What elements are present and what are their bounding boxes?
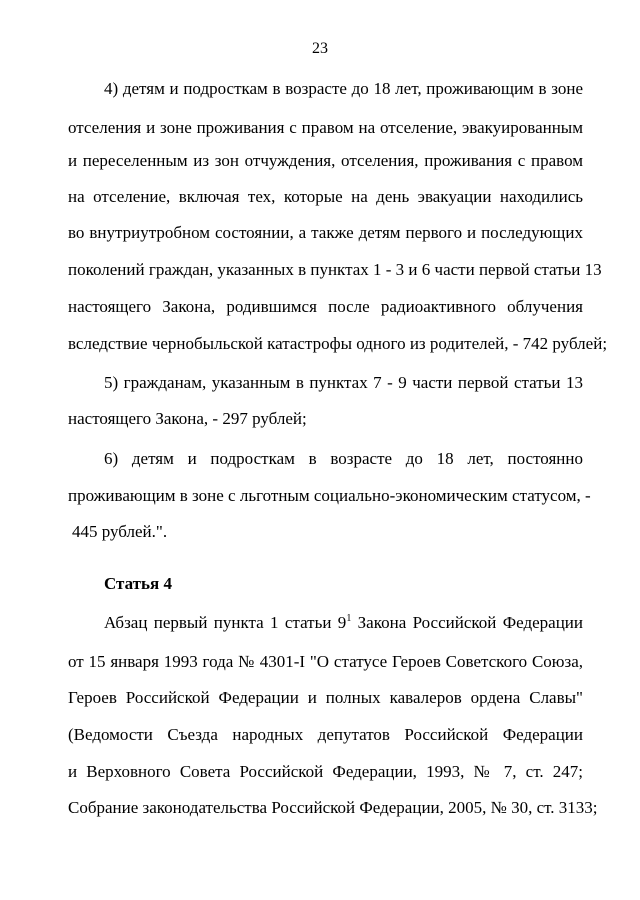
paragraph-4-line-1: 4) детям и подросткам в возрасте до 18 лет, проживающим в зоне [104,79,583,98]
paragraph-4-line-6: поколений граждан, указанных в пунктах 1 - 3 и 6 части первой статьи 13 [68,260,602,279]
paragraph-4-line-3: и переселенным из зон отчуждения, отселения, проживания с правом [68,151,583,170]
paragraph-5-line-1: 5) гражданам, указанным в пунктах 7 - 9 части первой статьи 13 [104,373,583,392]
article-line-1-end: Закона Российской Федерации [351,613,584,632]
article-line-5: и Верховного Совета Российской Федерации, 1993, № 7, ст. 247; [68,762,583,781]
paragraph-4-line-8: вследствие чернобыльской катастрофы одного из родителей, - 742 рублей; [68,334,608,353]
paragraph-5-line-2: настоящего Закона, - 297 рублей; [68,409,307,428]
article-line-6: Собрание законодательства Российской Федерации, 2005, № 30, ст. 3133; [68,798,598,817]
article-line-1-start: Абзац первый пункта 1 статьи 9 [104,613,347,632]
article-line-1 [104,612,583,634]
paragraph-6-line-3: 445 рублей.". [72,522,168,541]
article-line-4: (Ведомости Съезда народных депутатов Российской Федерации [68,725,583,744]
page-number: 23 [312,40,328,57]
paragraph-6-line-1: 6) детям и подросткам в возрасте до 18 лет, постоянно [104,449,583,468]
paragraph-4-line-7: настоящего Закона, родившимся после радиоактивного облучения [68,297,583,316]
paragraph-6-line-2: проживающим в зоне с льготным социально-экономическим статусом, - [68,486,591,505]
paragraph-4-line-5: во внутриутробном состоянии, а также детям первого и последующих [68,223,583,242]
paragraph-4-line-2: отселения и зоне проживания с правом на отселение, эвакуированным [68,118,583,137]
article-line-3: Героев Российской Федерации и полных кавалеров ордена Славы" [68,688,583,707]
article-heading: Статья 4 [104,574,172,593]
article-superscript: 1 [346,613,352,624]
paragraph-4-line-4: на отселение, включая тех, которые на день эвакуации находились [68,187,583,206]
article-line-2: от 15 января 1993 года № 4301-I "О статусе Героев Советского Союза, [68,652,583,671]
